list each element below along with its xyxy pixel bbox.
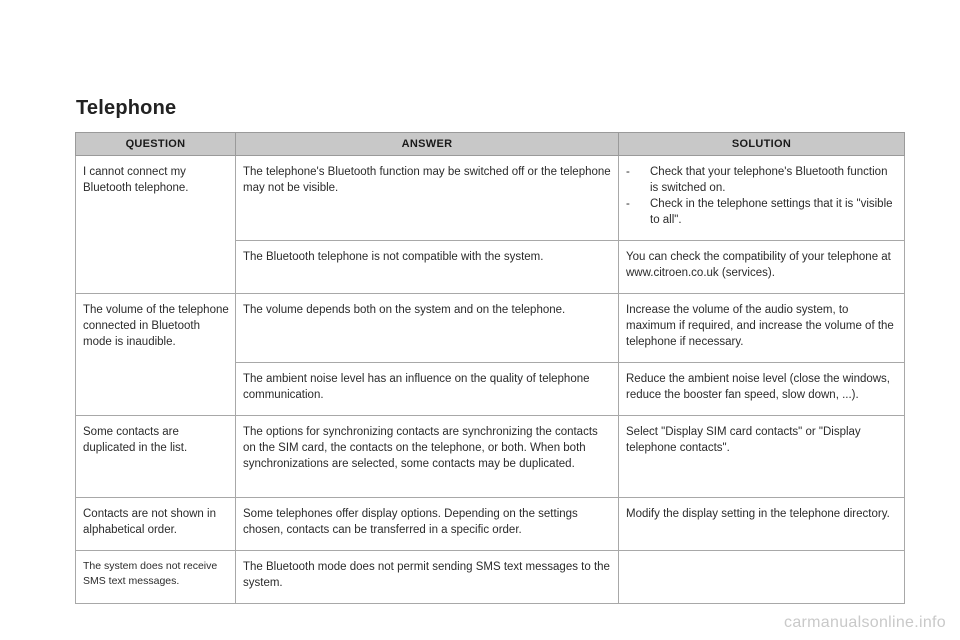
question-cell: The system does not receive SMS text messages. (76, 551, 236, 604)
answer-cell: The options for synchronizing contacts are synchronizing the contacts on the SIM card, the contacts on the telephone, or both. When both synchronizations are selected, some contacts may be duplicated. (236, 416, 619, 498)
faq-table (75, 132, 905, 604)
table-row (76, 294, 905, 363)
solution-cell: Modify the display setting in the telephone directory. (619, 498, 905, 551)
header-question: QUESTION (76, 133, 236, 156)
table-row (76, 551, 905, 604)
question-cell: Contacts are not shown in alphabetical order. (76, 498, 236, 551)
solution-cell: Reduce the ambient noise level (close the windows, reduce the booster fan speed, slow down, ...). (619, 363, 905, 416)
solution-item: - Check that your telephone's Bluetooth function is switched on. (626, 164, 898, 196)
answer-cell: The Bluetooth telephone is not compatible with the system. (236, 241, 619, 294)
question-cell: I cannot connect my Bluetooth telephone. (76, 156, 236, 294)
watermark: carmanualsonline.info (784, 614, 946, 631)
solution-cell: You can check the compatibility of your telephone at www.citroen.co.uk (services). (619, 241, 905, 294)
solution-cell: Select "Display SIM card contacts" or "Display telephone contacts". (619, 416, 905, 498)
header-answer: ANSWER (236, 133, 619, 156)
answer-cell: The Bluetooth mode does not permit sending SMS text messages to the system. (236, 551, 619, 604)
table-row (76, 498, 905, 551)
answer-cell: The telephone's Bluetooth function may be switched off or the telephone may not be visible. (236, 156, 619, 241)
question-cell: Some contacts are duplicated in the list. (76, 416, 236, 498)
answer-cell: Some telephones offer display options. Depending on the settings chosen, contacts can be transferred in a specific order. (236, 498, 619, 551)
solution-cell (619, 551, 905, 604)
table-header-row (76, 133, 905, 156)
solution-item: - Check in the telephone settings that it is "visible to all". (626, 196, 898, 228)
answer-cell: The volume depends both on the system and on the telephone. (236, 294, 619, 363)
table-row (76, 156, 905, 241)
header-solution: SOLUTION (619, 133, 905, 156)
answer-cell: The ambient noise level has an influence on the quality of telephone communication. (236, 363, 619, 416)
solution-cell (619, 156, 905, 241)
table-row (76, 416, 905, 498)
page-title: Telephone (76, 97, 177, 119)
solution-list (626, 164, 898, 228)
question-cell: The volume of the telephone connected in Bluetooth mode is inaudible. (76, 294, 236, 416)
solution-cell: Increase the volume of the audio system, to maximum if required, and increase the volume of the telephone if necessary. (619, 294, 905, 363)
